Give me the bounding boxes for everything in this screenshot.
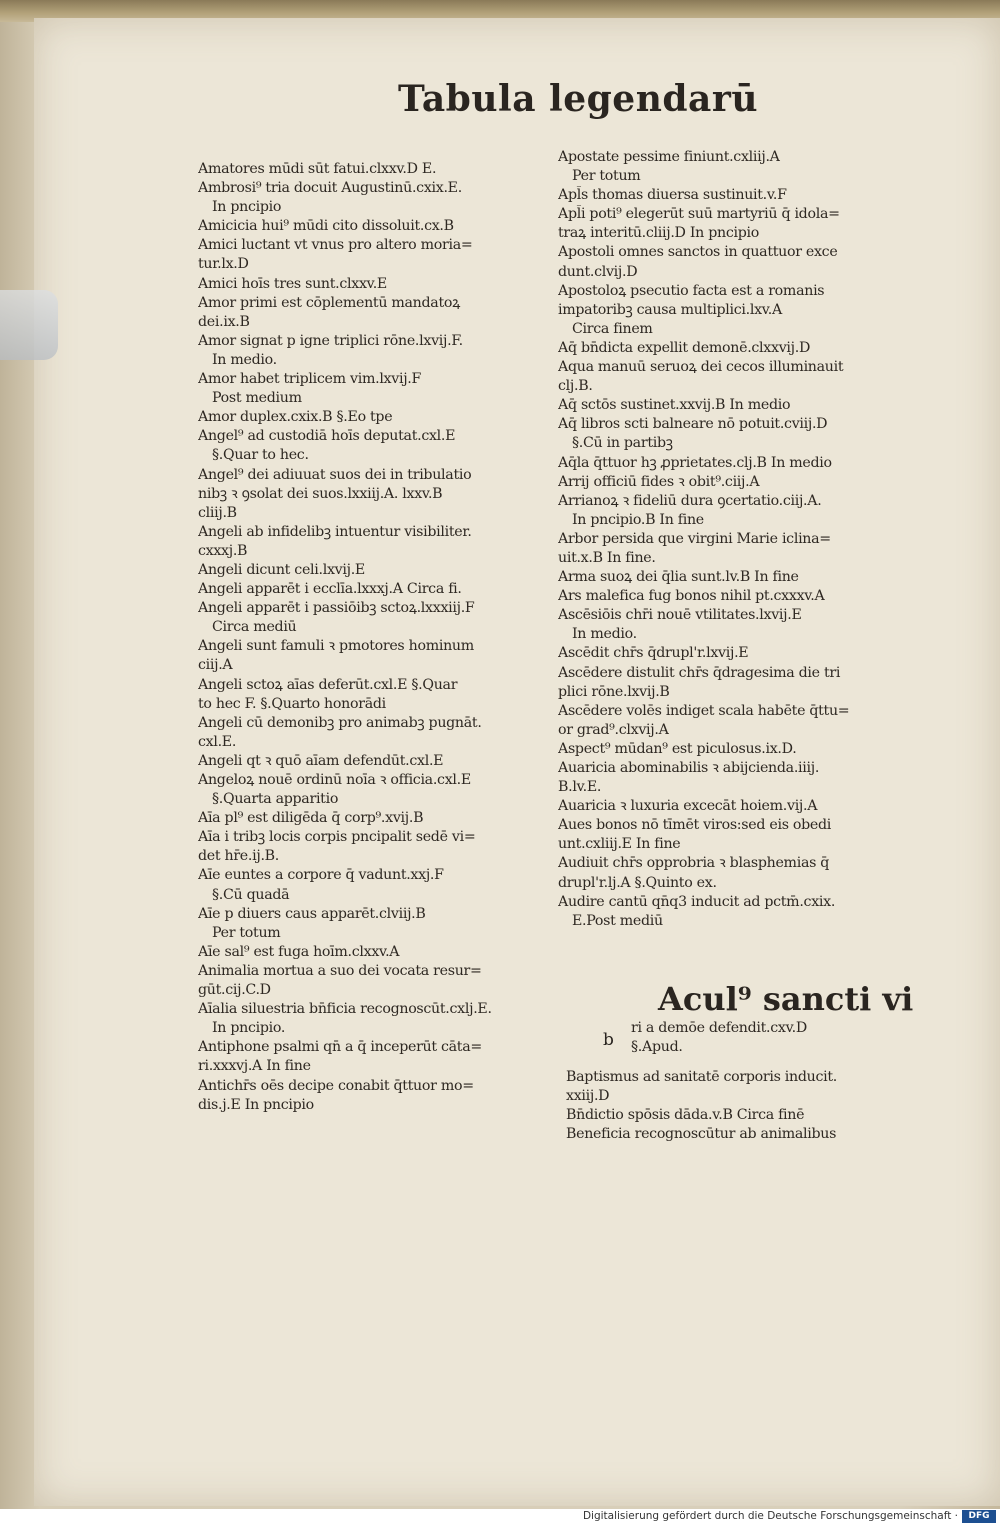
index-column-right-b <box>566 1068 914 1144</box>
index-entry: §.Cū in partibꝫ <box>572 435 673 452</box>
index-entry: Apostoli omnes sanctos in quattuor exce <box>558 244 838 261</box>
index-entry: clj.B. <box>558 378 593 395</box>
index-entry: Aqua manuū seruoꝝ dei cecos illuminauit <box>558 359 844 376</box>
index-entry: Angeli apparēt i ecclīa.lxxxj.A Circa fi. <box>198 581 462 598</box>
index-entry: Bn̄dictio spōsis dāda.v.B Circa finē <box>566 1107 805 1124</box>
index-entry: Animalia mortua a suo dei vocata resur= <box>198 962 482 979</box>
index-entry: impatoribꝫ causa multiplici.lxv.A <box>558 301 782 318</box>
index-entry: dis.j.E In pncipio <box>198 1096 314 1113</box>
index-entry: Amor signat p igne triplici rōne.lxvij.F. <box>198 332 463 349</box>
index-entry: Per totum <box>572 168 641 185</box>
index-entry: Ars malefica fug bonos nihil pt.cxxxv.A <box>558 588 825 605</box>
index-entry: Amici hoīs tres sunt.clxxv.E <box>198 275 387 292</box>
index-entry: In pncipio <box>212 199 282 216</box>
index-entry: Aq̄la q̄ttuor hꝫ ꝓprietates.clj.B In medio <box>558 454 832 471</box>
section-heading: Acul⁹ sancti vi <box>658 980 914 1018</box>
index-entry: plici rōne.lxvij.B <box>558 683 670 700</box>
index-entry: uit.x.B In fine. <box>558 549 656 566</box>
index-entry: Angeli qt ꝛ quō aīam defendūt.cxl.E <box>198 752 444 769</box>
index-entry: Apostate pessime finiunt.cxliij.A <box>558 149 780 165</box>
index-entry: In medio. <box>212 351 277 368</box>
index-entry: Ascēdit chr̄s q̄drupl'r.lxvij.E <box>558 645 749 662</box>
index-entry: gūt.cij.C.D <box>198 982 271 999</box>
index-entry: Amor habet triplicem vim.lxvij.F <box>198 371 422 388</box>
index-entry: traꝝ interitū.cliij.D In pncipio <box>558 225 759 242</box>
index-entry: In medio. <box>572 626 637 643</box>
dfg-logo: DFG <box>962 1510 996 1523</box>
index-entry: cliij.B <box>198 504 237 521</box>
index-entry: dei.ix.B <box>198 313 250 330</box>
index-entry: In pncipio. <box>212 1020 286 1037</box>
index-entry: Circa mediū <box>212 619 297 636</box>
index-entry: Post medium <box>212 390 302 407</box>
index-entry: Ascēsiōis chr̄i nouē vtilitates.lxvij.E <box>558 607 802 624</box>
page-title: Tabula legendarū <box>398 78 759 120</box>
index-entry: Auaricia ꝛ luxuria excecāt hoiem.vij.A <box>558 798 818 815</box>
index-entry: Arbor persida que virgini Marie iclina= <box>558 530 831 547</box>
index-entry: Apostoloꝝ psecutio facta est a romanis <box>558 282 825 299</box>
index-entry: Antichr̄s oēs decipe conabit q̄ttuor mo= <box>198 1077 474 1094</box>
index-entry: Angeli apparēt i passiōibꝫ sctoꝝ.lxxxiij.F <box>198 600 475 617</box>
index-entry: §.Cū quadā <box>212 886 290 903</box>
index-entry: Angel⁹ dei adiuuat suos dei in tribulatio <box>198 466 472 483</box>
index-entry: Aīa pl⁹ est diligēda q̄ corp⁹.xvij.B <box>198 810 424 827</box>
index-entry: dunt.clvij.D <box>558 263 638 280</box>
section-heading-continuation <box>631 1019 911 1057</box>
index-entry: Amatores mūdi sūt fatui.clxxv.D E. <box>198 161 437 177</box>
index-entry: Angeli sunt famuli ꝛ pmotores hominum <box>198 638 474 655</box>
index-entry: Arma suoꝝ dei q̄lia sunt.lv.B In fine <box>558 569 799 586</box>
index-entry: Arrij officiū fides ꝛ obit⁹.ciij.A <box>558 473 760 490</box>
index-entry: Aīe p diuers caus apparēt.clviij.B <box>198 905 426 922</box>
index-entry: In pncipio.B In fine <box>572 511 704 528</box>
index-entry: Audiuit chr̄s opprobria ꝛ blasphemias q̄ <box>558 855 830 872</box>
index-entry: ri a demōe defendit.cxv.D <box>631 1020 807 1036</box>
index-entry: Antiphone psalmi qn̄ a q̄ inceperūt cāta= <box>198 1039 482 1056</box>
index-entry: Amor primi est cōplementū mandatoꝝ <box>198 294 460 311</box>
index-entry: §.Apud. <box>631 1039 683 1056</box>
index-entry: cxl.E. <box>198 733 237 750</box>
section-initial-letter: b <box>603 1030 614 1050</box>
index-entry: Circa finem <box>572 320 653 337</box>
index-entry: ciij.A <box>198 657 233 674</box>
index-column-right <box>558 148 906 931</box>
index-entry: ri.xxxvj.A In fine <box>198 1058 311 1075</box>
index-entry: Apl̄s thomas diuersa sustinuit.v.F <box>558 187 787 204</box>
index-entry: Angeloꝝ nouē ordinū noīa ꝛ officia.cxl.E <box>198 772 471 788</box>
index-entry: cxxxj.B <box>198 542 248 559</box>
index-entry: tur.lx.D <box>198 256 249 273</box>
index-entry: Beneficia recognoscūtur ab animalibus <box>566 1126 837 1143</box>
index-entry: Angeli dicunt celi.lxvij.E <box>198 561 365 578</box>
page-clip <box>0 290 58 360</box>
index-entry: Angeli ab infidelibꝫ intuentur visibiliter. <box>198 523 472 540</box>
index-entry: Aues bonos nō tīmēt viros:sed eis obedi <box>558 817 832 834</box>
index-entry: drupl'r.lj.A §.Quinto ex. <box>558 874 717 891</box>
index-entry: §.Quarta apparitio <box>212 791 339 808</box>
index-entry: unt.cxliij.E In fine <box>558 836 681 853</box>
index-entry: Aīe euntes a corpore q̄ vadunt.xxj.F <box>198 867 444 884</box>
index-entry: to hec F. §.Quarto honorādi <box>198 695 386 712</box>
index-entry: or grad⁹.clxvij.A <box>558 721 669 738</box>
index-entry: §.Quar to hec. <box>212 447 309 464</box>
index-entry: Aīe sal⁹ est fuga hoīm.clxxv.A <box>198 943 400 960</box>
index-entry: Ambrosi⁹ tria docuit Augustinū.cxix.E. <box>198 180 462 197</box>
index-entry: Aspect⁹ mūdan⁹ est piculosus.ix.D. <box>558 740 797 757</box>
index-entry: nibꝫ ꝛ ꝯsolat dei suos.lxxiij.A. lxxv.B <box>198 485 443 502</box>
index-entry: Audire cantū qn̄q3 inducit ad pctm̄.cxix. <box>558 893 836 910</box>
index-entry: Baptismus ad sanitatē corporis inducit. <box>566 1069 837 1085</box>
footer-credit: Digitalisierung gefördert durch die Deutsche Forschungsgemeinschaft · <box>582 1510 958 1522</box>
index-entry: E.Post mediū <box>572 912 663 929</box>
index-entry: Per totum <box>212 924 281 941</box>
index-entry: Ascēdere distulit chr̄s q̄dragesima die tri <box>558 664 841 681</box>
index-entry: det hr̄e.ij.B. <box>198 848 279 865</box>
index-entry: Auaricia abominabilis ꝛ abijcienda.iiij. <box>558 760 820 776</box>
index-entry: B.lv.E. <box>558 779 602 796</box>
index-entry: Amicicia hui⁹ mūdi cito dissoluit.cx.B <box>198 218 454 235</box>
index-entry: Angeli sctoꝝ aīas deferūt.cxl.E §.Quar <box>198 676 458 693</box>
index-entry: Aq̄ libros scti balneare nō potuit.cviij.D <box>558 416 828 433</box>
index-entry: Aq̄ bn̄dicta expellit demonē.clxxvij.D <box>558 339 811 356</box>
index-entry: Arrianoꝝ ꝛ fideliū dura ꝯcertatio.ciij.A. <box>558 492 822 509</box>
index-entry: Aq̄ sctōs sustinet.xxvij.B In medio <box>558 397 791 414</box>
index-entry: Ascēdere volēs indiget scala habēte q̄ttu= <box>558 702 850 719</box>
index-entry: Aīalia siluestria bn̄ficia recognoscūt.cxlj.E. <box>198 1001 492 1018</box>
index-entry: Amici luctant vt vnus pro altero moria= <box>198 237 473 254</box>
index-entry: Angel⁹ ad custodiā hoīs deputat.cxl.E <box>198 428 456 445</box>
index-entry: Aīa i tribꝫ locis corpis pncipalit sedē vi= <box>198 829 476 846</box>
index-entry: Apl̄i poti⁹ elegerūt suū martyriū q̄ idola= <box>558 206 840 223</box>
index-entry: xxiij.D <box>566 1088 610 1105</box>
index-entry: Amor duplex.cxix.B §.Eo tpe <box>198 409 393 426</box>
index-entry: Angeli cū demonibꝫ pro animabꝫ pugnāt. <box>198 714 482 731</box>
index-column-left <box>198 160 538 1115</box>
